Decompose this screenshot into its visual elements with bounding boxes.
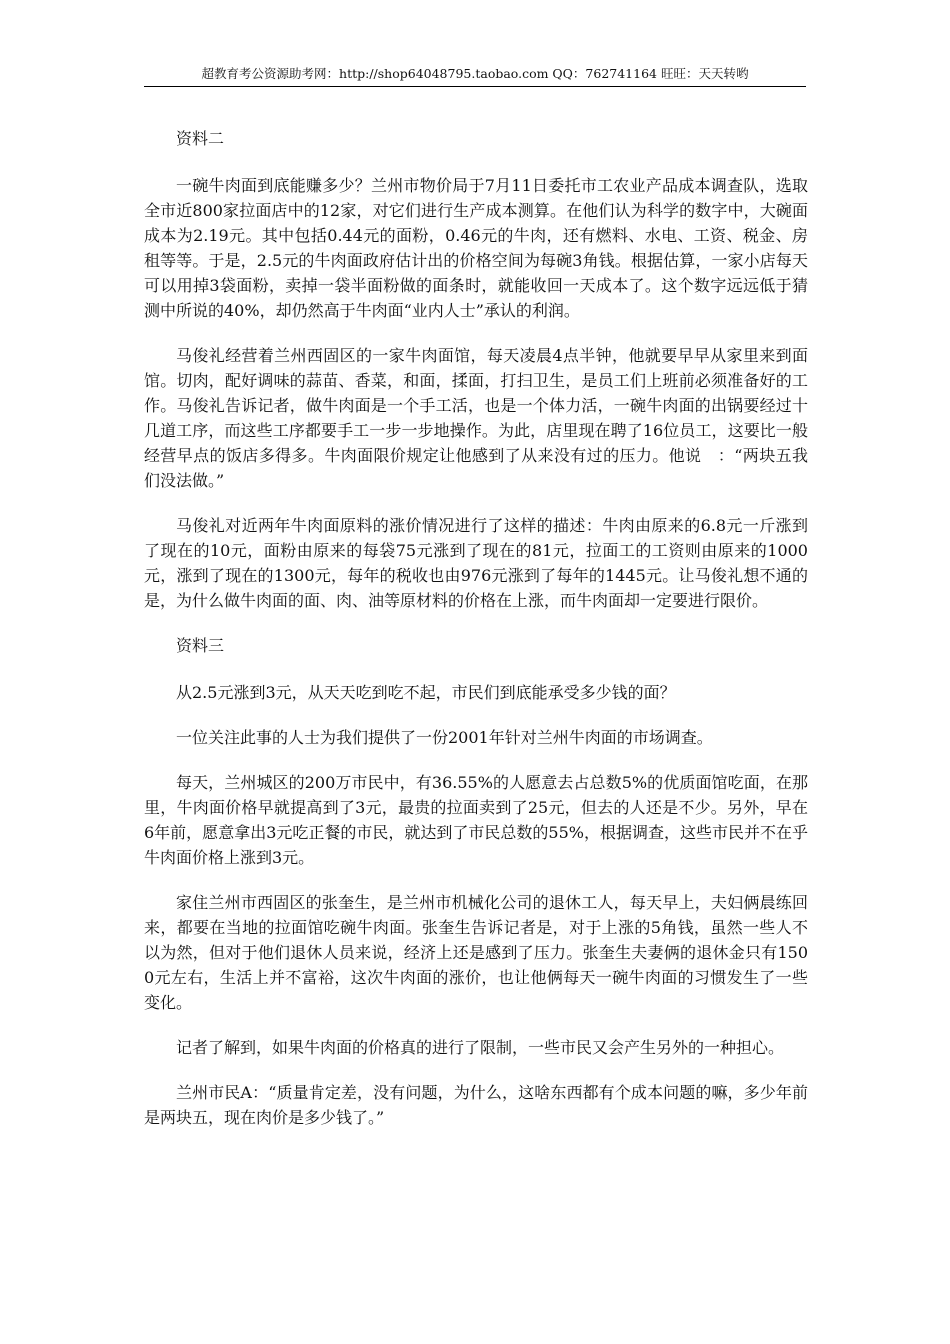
paragraph: 一碗牛肉面到底能赚多少？兰州市物价局于7月11日委托市工农业产品成本调查队，选取全市近800家拉面店中的12家，对它们进行生产成本测算。在他们认为科学的数字中，大碗面成本为2.19元。其中包括0.44元的面粉，0.46元的牛肉，还有燃料、水电、工资、税金、房租等等。于是，2.5元的牛肉面政府估计出的价格空间为每碗3角钱。根据估算，一家小店每天可以用掉3袋面粉，卖掉一袋半面粉做的面条时，就能收回一天成本了。这个数字远远低于猜测中所说的40%，却仍然高于牛肉面“业内人士”承认的利润。	[144, 176, 808, 320]
paragraph: 一位关注此事的人士为我们提供了一份2001年针对兰州牛肉面的市场调查。	[176, 728, 713, 747]
paragraph: 马俊礼对近两年牛肉面原料的涨价情况进行了这样的描述：牛肉由原来的6.8元一斤涨到了现在的10元，面粉由原来的每袋75元涨到了现在的81元，拉面工的工资则由原来的1000元，涨到了现在的1300元，每年的税收也由976元涨到了每年的1445元。让马俊礼想不通的是，为什么做牛肉面的面、肉、油等原材料的价格在上涨，而牛肉面却一定要进行限价。	[144, 516, 808, 610]
header-text: 超教育考公资源助考网：http://shop64048795.taobao.com QQ：762741164 旺旺：天天转哟	[201, 66, 749, 81]
paragraph: 兰州市民A：“质量肯定差，没有问题，为什么，这啥东西都有个成本问题的嘛，多少年前是两块五，现在肉价是多少钱了。”	[144, 1083, 808, 1127]
page-header	[144, 64, 806, 87]
paragraph: 每天，兰州城区的200万市民中，有36.55%的人愿意去占总数5%的优质面馆吃面，在那里，牛肉面价格早就提高到了3元，最贵的拉面卖到了25元，但去的人还是不少。另外，早在6年前，愿意拿出3元吃正餐的市民，就达到了市民总数的55%，根据调查，这些市民并不在乎牛肉面价格上涨到3元。	[144, 773, 808, 867]
paragraph: 记者了解到，如果牛肉面的价格真的进行了限制，一些市民又会产生另外的一种担心。	[176, 1038, 785, 1057]
paragraph: 马俊礼经营着兰州西固区的一家牛肉面馆，每天凌晨4点半钟，他就要早早从家里来到面馆。切肉，配好调味的蒜苗、香菜，和面，揉面，打扫卫生，是员工们上班前必须准备好的工作。马俊礼告诉记者，做牛肉面是一个手工活，也是一个体力活，一碗牛肉面的出锅要经过十几道工序，而这些工序都要手工一步一步地操作。为此，店里现在聘了16位员工，这要比一般经营早点的饭店多得多。牛肉面限价规定让他感到了从来没有过的压力。他说 ：“两块五我们没法做。”	[144, 346, 808, 490]
document-body	[144, 126, 808, 1150]
paragraph: 从2.5元涨到3元，从天天吃到吃不起，市民们到底能承受多少钱的面？	[176, 683, 676, 702]
section-heading: 资料二	[176, 129, 225, 148]
section-heading: 资料三	[176, 636, 225, 655]
paragraph: 家住兰州市西固区的张奎生，是兰州市机械化公司的退休工人，每天早上，夫妇俩晨练回来，都要在当地的拉面馆吃碗牛肉面。张奎生告诉记者是，对于上涨的5角钱，虽然一些人不以为然，但对于他们退休人员来说，经济上还是感到了压力。张奎生夫妻俩的退休金只有1500元左右，生活上并不富裕，这次牛肉面的涨价，也让他俩每天一碗牛肉面的习惯发生了一些变化。	[144, 893, 808, 1012]
